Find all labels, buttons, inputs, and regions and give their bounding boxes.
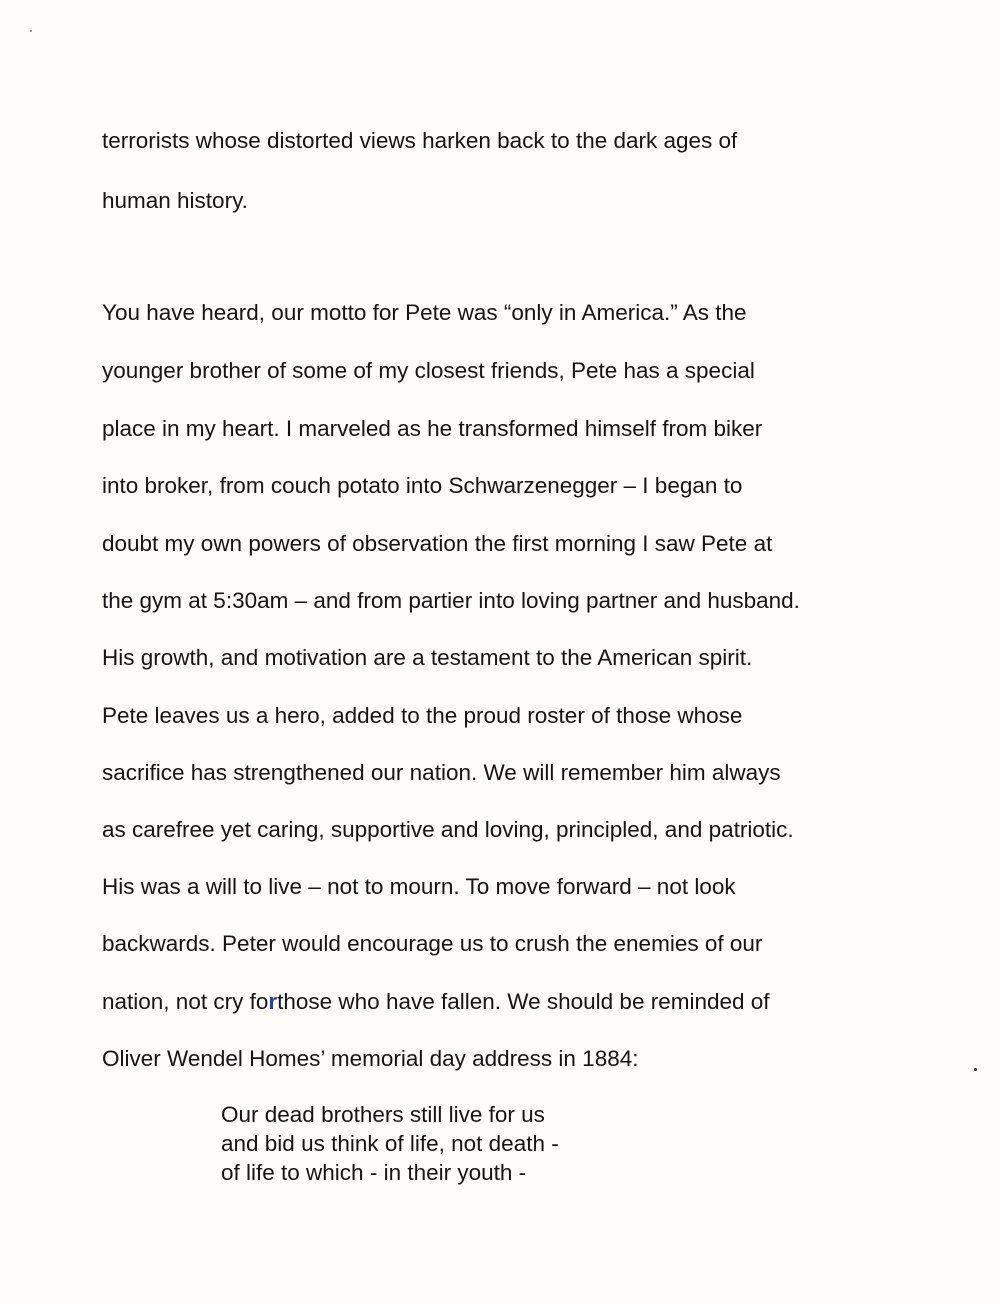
text-line: sacrifice has strengthened our nation. We will remember him always (102, 760, 781, 785)
text-line: doubt my own powers of observation the first morning I saw Pete at (102, 531, 773, 556)
text-line: His was a will to live – not to mourn. To move forward – not look (102, 874, 736, 899)
text-line: Oliver Wendel Homes’ memorial day address in 1884: (102, 1046, 639, 1071)
text-line: into broker, from couch potato into Schwarzenegger – I began to (102, 473, 743, 498)
text-line: You have heard, our motto for Pete was “only in America.” As the (102, 300, 747, 325)
text-line: Pete leaves us a hero, added to the proud roster of those whose (102, 703, 743, 728)
quote-line: of life to which - in their youth - (221, 1160, 527, 1185)
handwritten-correction: r (268, 989, 278, 1014)
text-segment: those who have fallen. We should be reminded of (277, 989, 770, 1014)
text-line: as carefree yet caring, supportive and loving, principled, and patriotic. (102, 817, 794, 842)
corrected-text-line (102, 987, 770, 1017)
quote-line: and bid us think of life, not death - (221, 1131, 559, 1156)
quote-line: Our dead brothers still live for us (221, 1102, 545, 1127)
text-line: younger brother of some of my closest friends, Pete has a special (102, 358, 755, 383)
text-segment: nation, not cry fo (102, 989, 269, 1014)
text-line: backwards. Peter would encourage us to crush the enemies of our (102, 931, 763, 956)
scan-speck (30, 30, 32, 32)
scan-speck (974, 1068, 977, 1071)
text-line: His growth, and motivation are a testament to the American spirit. (102, 645, 753, 670)
text-line: place in my heart. I marveled as he transformed himself from biker (102, 416, 763, 441)
text-line: terrorists whose distorted views harken back to the dark ages of (102, 128, 738, 153)
text-line: human history. (102, 188, 248, 213)
text-line: the gym at 5:30am – and from partier into loving partner and husband. (102, 588, 800, 613)
